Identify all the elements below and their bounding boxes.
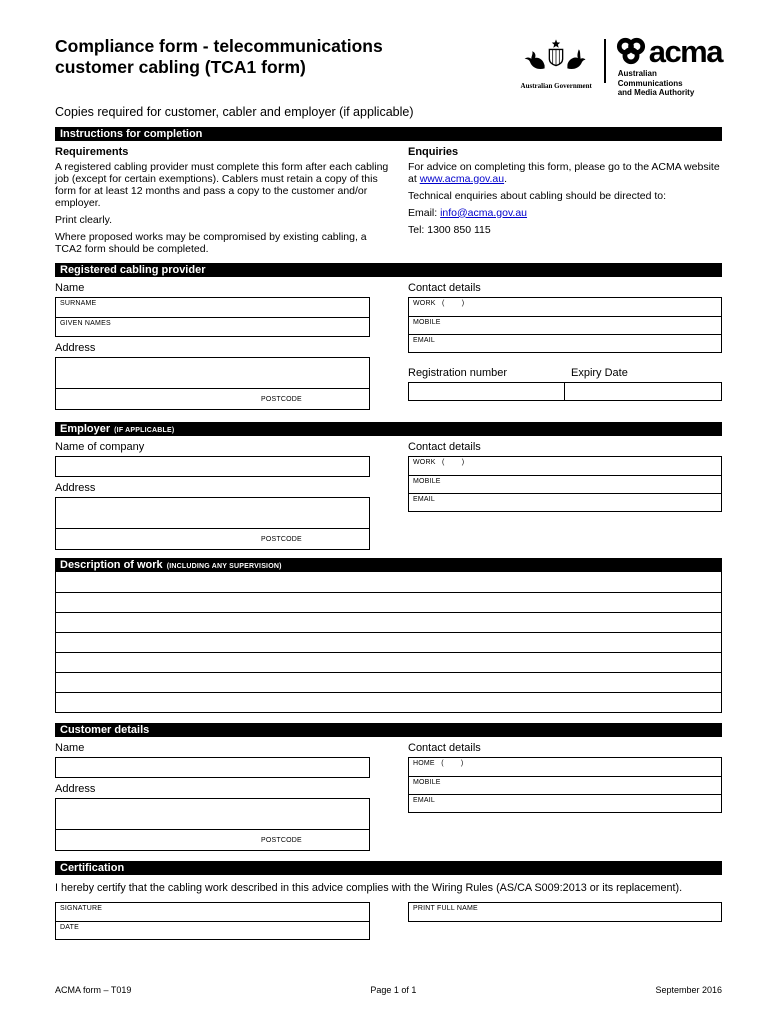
customer-contact-box <box>408 757 722 813</box>
employer-bar-suffix: (IF APPLICABLE) <box>114 426 175 434</box>
requirements-paragraph-1: A registered cabling provider must complete this form after each cabling job (except for certain exemptions). Cablers must retain a copy of this form for at least 12 months and pass a copy to the customer and/or employer. <box>55 160 389 209</box>
signature-label: SIGNATURE <box>60 904 103 912</box>
instructions-body <box>55 146 722 255</box>
provider-address-label: Address <box>55 341 96 354</box>
customer-address-label: Address <box>55 782 96 795</box>
logo-divider <box>604 39 606 83</box>
footer-date: September 2016 <box>655 985 722 995</box>
work-description-row-1[interactable] <box>56 572 721 592</box>
customer-name-box <box>55 757 370 778</box>
work-description-box <box>55 572 722 713</box>
email-label: EMAIL <box>413 495 436 503</box>
postcode-label: POSTCODE <box>261 836 302 844</box>
work-bar-title: Description of work <box>60 558 163 571</box>
customer-email-field[interactable] <box>409 794 721 812</box>
employer-address-suburb-field[interactable] <box>56 528 369 549</box>
enquiries-email-line <box>408 207 722 219</box>
work-label: WORK ( ) <box>413 458 465 466</box>
certification-name-box <box>408 902 722 922</box>
customer-mobile-field[interactable] <box>409 776 721 794</box>
work-description-row-2[interactable] <box>56 592 721 612</box>
section-bar-work <box>55 558 722 572</box>
requirements-heading: Requirements <box>55 145 129 158</box>
registration-number-label: Registration number <box>408 366 508 379</box>
enquiries-column <box>408 146 722 255</box>
employer-contact-box <box>408 456 722 512</box>
work-description-row-7[interactable] <box>56 692 721 712</box>
section-bar-instructions: Instructions for completion <box>55 127 722 141</box>
customer-name-label: Name <box>55 741 85 754</box>
employer-mobile-field[interactable] <box>409 475 721 493</box>
certification-signature-box <box>55 902 370 940</box>
employer-contact-label: Contact details <box>408 440 481 453</box>
customer-address-field[interactable] <box>56 799 369 829</box>
page-title-line2: customer cabling (TCA1 form) <box>55 57 306 77</box>
provider-given-names-field[interactable] <box>56 317 369 336</box>
certification-date-field[interactable] <box>56 921 369 939</box>
section-bar-provider: Registered cabling provider <box>55 263 722 277</box>
footer-page-number: Page 1 of 1 <box>370 985 417 995</box>
enquiries-paragraph-2: Technical enquiries about cabling should be directed to: <box>408 189 667 202</box>
enquiries-text-pre: For advice on completing this form, please go to the ACMA website at <box>408 160 720 185</box>
provider-contact-label: Contact details <box>408 281 481 294</box>
provider-address-field[interactable] <box>56 358 369 388</box>
acma-logo <box>616 33 722 98</box>
provider-name-box <box>55 297 370 337</box>
page-header <box>55 0 722 98</box>
customer-home-phone-field[interactable] <box>409 758 721 776</box>
registration-boxes <box>408 382 722 401</box>
page-title-line1: Compliance form - telecommunications <box>55 36 383 56</box>
provider-address-suburb-field[interactable] <box>56 388 369 409</box>
section-bar-certification: Certification <box>55 861 722 875</box>
logos <box>520 33 722 98</box>
given-names-label: GIVEN NAMES <box>60 319 111 327</box>
home-label: HOME ( ) <box>413 759 464 767</box>
registration-labels-row <box>408 367 722 379</box>
certification-statement: I hereby certify that the cabling work described in this advice complies with the Wiring Rules (AS/CA S009:2013 or its replacement). <box>55 881 683 894</box>
enquiries-heading: Enquiries <box>408 145 459 158</box>
surname-label: SURNAME <box>60 299 97 307</box>
employer-address-field[interactable] <box>56 498 369 528</box>
mobile-label: MOBILE <box>413 477 441 485</box>
requirements-paragraph-3: Where proposed works may be compromised by existing cabling, a TCA2 form should be completed. <box>55 230 367 255</box>
enquiries-tel-line: Tel: 1300 850 115 <box>408 223 491 236</box>
work-description-row-5[interactable] <box>56 652 721 672</box>
page-title <box>55 36 475 98</box>
date-label: DATE <box>60 923 79 931</box>
certification-signature-field[interactable] <box>56 903 369 921</box>
acma-caption <box>618 69 722 98</box>
provider-registration-number-field[interactable] <box>409 383 565 400</box>
customer-body <box>55 742 722 851</box>
email-label: EMAIL <box>413 336 436 344</box>
print-full-name-label: PRINT FULL NAME <box>413 904 478 912</box>
enquiries-text-post: . <box>504 172 508 185</box>
mobile-label: MOBILE <box>413 778 441 786</box>
employer-email-field[interactable] <box>409 493 721 511</box>
provider-expiry-date-field[interactable] <box>565 383 721 400</box>
work-description-row-6[interactable] <box>56 672 721 692</box>
subtitle: Copies required for customer, cabler and employer (if applicable) <box>55 104 414 119</box>
work-description-row-4[interactable] <box>56 632 721 652</box>
employer-address-box <box>55 497 370 550</box>
postcode-label: POSTCODE <box>261 535 302 543</box>
section-bar-employer <box>55 422 722 436</box>
acma-caption-line3: and Media Authority <box>617 88 695 97</box>
customer-address-box <box>55 798 370 851</box>
certification-print-name-field[interactable] <box>409 903 721 921</box>
provider-work-phone-field[interactable] <box>409 298 721 316</box>
australian-government-logo <box>520 36 592 90</box>
section-bar-customer: Customer details <box>55 723 722 737</box>
certification-fields <box>55 902 722 940</box>
requirements-column <box>55 146 408 255</box>
provider-surname-field[interactable] <box>56 298 369 317</box>
employer-company-label: Name of company <box>55 440 145 453</box>
postcode-label: POSTCODE <box>261 395 302 403</box>
employer-bar-title: Employer <box>60 422 111 435</box>
email-link[interactable]: info@acma.gov.au <box>440 206 528 219</box>
provider-contact-box <box>408 297 722 353</box>
footer-form-number: ACMA form – T019 <box>55 985 132 995</box>
acma-logo-top <box>616 33 722 69</box>
customer-contact-label: Contact details <box>408 741 481 754</box>
work-bar-suffix: (INCLUDING ANY SUPERVISION) <box>166 562 282 570</box>
work-label: WORK ( ) <box>413 299 465 307</box>
mobile-label: MOBILE <box>413 318 441 326</box>
employer-company-field[interactable] <box>56 457 369 476</box>
expiry-date-label: Expiry Date <box>571 366 628 379</box>
employer-body <box>55 441 722 550</box>
gov-caption: Australian Government <box>520 82 592 90</box>
requirements-paragraph-2: Print clearly. <box>55 213 112 226</box>
provider-mobile-field[interactable] <box>409 316 721 334</box>
employer-address-label: Address <box>55 481 96 494</box>
acma-caption-line2: Communications <box>617 78 683 88</box>
work-description-row-3[interactable] <box>56 612 721 632</box>
coat-of-arms-icon <box>520 38 592 76</box>
customer-name-field[interactable] <box>56 758 369 777</box>
acma-wordmark: acma <box>648 33 722 69</box>
provider-email-field[interactable] <box>409 334 721 352</box>
provider-address-box <box>55 357 370 410</box>
acma-flower-icon <box>616 36 646 66</box>
customer-address-suburb-field[interactable] <box>56 829 369 850</box>
employer-company-box <box>55 456 370 477</box>
employer-work-phone-field[interactable] <box>409 457 721 475</box>
email-prefix: Email: <box>408 206 441 219</box>
acma-website-link[interactable]: www.acma.gov.au <box>419 172 505 185</box>
page-footer <box>55 985 722 995</box>
enquiries-paragraph-1 <box>408 161 722 185</box>
provider-name-label: Name <box>55 281 85 294</box>
acma-caption-line1: Australian <box>617 69 657 78</box>
email-label: EMAIL <box>413 796 436 804</box>
provider-body <box>55 282 722 410</box>
